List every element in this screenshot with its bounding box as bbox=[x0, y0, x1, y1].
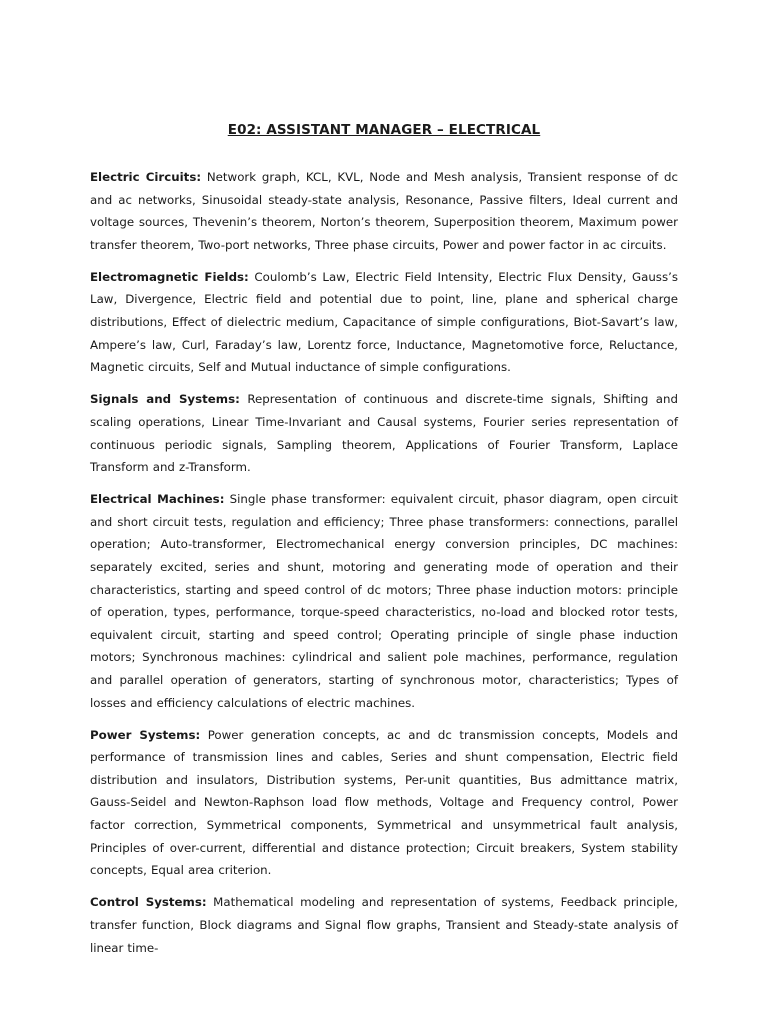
section-heading: Signals and Systems: bbox=[90, 392, 240, 407]
syllabus-sections bbox=[90, 166, 678, 969]
section-body: Coulomb’s Law, Electric Field Intensity, Electric Flux Density, Gauss’s Law, Divergence, Electric field and potential due to point, line, plane and spherical charge distributions, Effect of dielectric medium, Capacitance of simple configurations, Biot-Savart’s law, Ampere’s law, Curl, Faraday’s law, Lorentz force, Inductance, Magnetomotive force, Reluctance, Magnetic circuits, Self and Mutual inductance of simple configurations. bbox=[90, 269, 678, 375]
section-electromagnetic-fields bbox=[90, 266, 678, 379]
section-heading: Electric Circuits: bbox=[90, 170, 202, 184]
section-heading: Power Systems: bbox=[90, 727, 201, 742]
section-heading: Control Systems: bbox=[90, 895, 207, 910]
section-signals-and-systems bbox=[90, 388, 678, 478]
section-body: Mathematical modeling and representation of systems, Feedback principle, transfer function, Block diagrams and Signal flow graphs, Transient and Steady-state analysis of linear time- bbox=[90, 895, 678, 955]
section-control-systems bbox=[90, 891, 678, 959]
section-heading: Electrical Machines: bbox=[90, 492, 225, 507]
section-electrical-machines bbox=[90, 488, 678, 714]
section-body: Single phase transformer: equivalent circuit, phasor diagram, open circuit and short circuit tests, regulation and efficiency; Three phase transformers: connections, parallel operation; Auto-transformer, Electromechanical energy conversion principles, DC machines: separately excited, series and shunt, motoring and generating mode of operation and their characteristics, starting and speed control of dc motors; Three phase induction motors: principle of operation, types, performance, torque-speed characteristics, no-load and blocked rotor tests, equivalent circuit, starting and speed control; Operating principle of single phase induction motors; Synchronous machines: cylindrical and salient pole machines, performance, regulation and parallel operation of generators, starting of synchronous motor, characteristics; Types of losses and efficiency calculations of electric machines. bbox=[90, 492, 678, 710]
section-body: Representation of continuous and discrete-time signals, Shifting and scaling operations, Linear Time-Invariant and Causal systems, Fourier series representation of continuous periodic signals, Sampling theorem, Applications of Fourier Transform, Laplace Transform and z-Transform. bbox=[90, 392, 679, 475]
section-power-systems bbox=[90, 724, 678, 882]
page-title: E02: ASSISTANT MANAGER – ELECTRICAL bbox=[227, 122, 541, 138]
section-heading: Electromagnetic Fields: bbox=[90, 269, 249, 284]
section-body: Power generation concepts, ac and dc transmission concepts, Models and performance of transmission lines and cables, Series and shunt compensation, Electric field distribution and insulators, Distribution systems, Per-unit quantities, Bus admittance matrix, Gauss-Seidel and Newton-Raphson load flow methods, Voltage and Frequency control, Power factor correction, Symmetrical components, Symmetrical and unsymmetrical fault analysis, Principles of over-current, differential and distance protection; Circuit breakers, System stability concepts, Equal area criterion. bbox=[90, 727, 678, 878]
section-body: Network graph, KCL, KVL, Node and Mesh analysis, Transient response of dc and ac networks, Sinusoidal steady-state analysis, Resonance, Passive filters, Ideal current and voltage sources, Thevenin’s theorem, Norton’s theorem, Superposition theorem, Maximum power transfer theorem, Two-port networks, Three phase circuits, Power and power factor in ac circuits. bbox=[90, 170, 678, 252]
section-electric-circuits bbox=[90, 166, 678, 256]
